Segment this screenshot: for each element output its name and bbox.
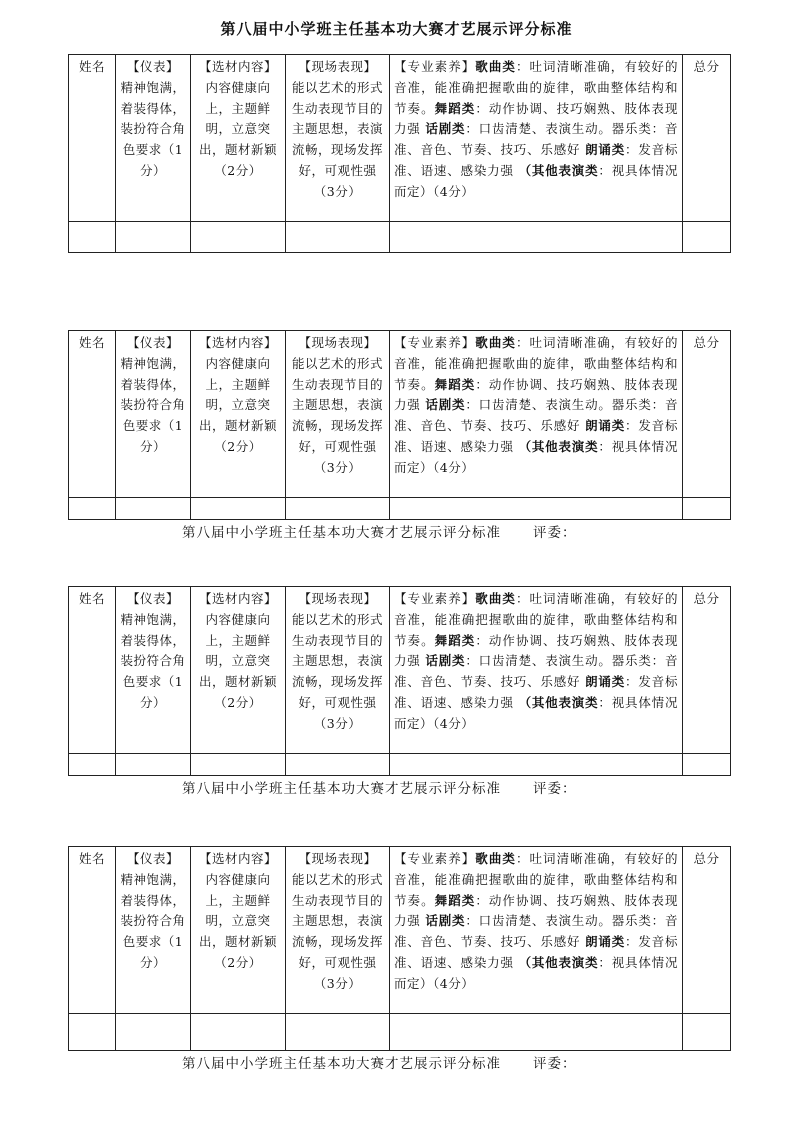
table-footer [182, 777, 577, 797]
professional-criteria [390, 331, 683, 498]
recite-text: ：发音标准、语速、感染力强 [394, 674, 678, 710]
professional-heading: 【专业素养】 [394, 335, 476, 350]
other-text: ：视具体情况而定）（4分） [394, 694, 678, 731]
appearance-score-cell[interactable] [116, 754, 191, 776]
song-label: 歌曲类 [475, 591, 516, 606]
other-text: ：视具体情况而定）（4分） [394, 438, 678, 475]
content-criteria [191, 847, 286, 1014]
recite-label: 朗诵类 [585, 674, 626, 690]
appearance-text: 精神饱满，着装得体，装扮符合角色要求（1分） [120, 79, 186, 178]
recite-text: ：发音标准、语速、感染力强 [394, 418, 678, 454]
appearance-heading: 【仪表】 [126, 851, 179, 866]
content-text: 内容健康向上，主题鲜明，立意突出，题材新颖（2分） [198, 79, 277, 178]
judge-label: 评委： [533, 1056, 577, 1072]
content-score-cell[interactable] [191, 222, 286, 253]
content-heading: 【选材内容】 [198, 591, 277, 606]
dance-label: 舞蹈类 [434, 892, 476, 908]
appearance-heading: 【仪表】 [126, 59, 179, 74]
professional-heading: 【专业素养】 [394, 591, 476, 606]
total-header: 总分 [683, 55, 731, 222]
instrument-text: 器乐类：音准、音色、节奏、技巧、乐感好 [394, 121, 678, 158]
performance-criteria [286, 847, 390, 1014]
appearance-heading: 【仪表】 [126, 335, 179, 350]
song-text: ：吐词清晰准确，有较好的音准，能准确把握歌曲的旋律，歌曲整体结构和节奏。 [394, 59, 678, 116]
other-label: （其他表演类 [518, 954, 599, 970]
performance-text: 能以艺术的形式生动表现节目的主题思想，表演流畅，现场发挥好，可观性强 （3分） [291, 871, 383, 991]
other-label: （其他表演类 [518, 162, 599, 178]
professional-score-cell[interactable] [390, 222, 683, 253]
performance-criteria [286, 331, 390, 498]
professional-score-cell[interactable] [390, 754, 683, 776]
score-table-4 [68, 846, 731, 1051]
instrument-text: 器乐类：音准、音色、节奏、技巧、乐感好 [394, 913, 678, 950]
name-header: 姓名 [69, 55, 116, 222]
content-text: 内容健康向上，主题鲜明，立意突出，题材新颖（2分） [198, 871, 277, 970]
other-label: （其他表演类 [518, 438, 599, 454]
content-score-cell[interactable] [191, 1014, 286, 1051]
drama-text: ：口齿清楚、表演生动。 [465, 121, 612, 137]
appearance-text: 精神饱满，着装得体，装扮符合角色要求（1分） [120, 611, 186, 710]
performance-score-cell[interactable] [286, 754, 390, 776]
performance-text: 能以艺术的形式生动表现节目的主题思想，表演流畅，现场发挥好，可观性强 （3分） [291, 611, 383, 731]
professional-score-cell[interactable] [390, 498, 683, 520]
criteria-row [69, 587, 731, 754]
appearance-criteria [116, 587, 191, 754]
content-score-cell[interactable] [191, 498, 286, 520]
total-header: 总分 [683, 847, 731, 1014]
performance-criteria [286, 55, 390, 222]
professional-criteria [390, 55, 683, 222]
appearance-heading: 【仪表】 [126, 591, 179, 606]
drama-label: 话剧类 [425, 913, 466, 929]
recite-text: ：发音标准、语速、感染力强 [394, 142, 678, 178]
dance-text: ：动作协调、技巧娴熟、肢体表现力强 [394, 376, 678, 413]
other-text: ：视具体情况而定）（4分） [394, 162, 678, 199]
criteria-row [69, 847, 731, 1014]
total-score-cell[interactable] [683, 498, 731, 520]
performance-score-cell[interactable] [286, 1014, 390, 1051]
drama-text: ：口齿清楚、表演生动。 [465, 653, 612, 669]
recite-label: 朗诵类 [585, 934, 626, 950]
score-table-2 [68, 330, 731, 520]
performance-heading: 【现场表现】 [298, 591, 377, 606]
performance-criteria [286, 587, 390, 754]
footer-title: 第八届中小学班主任基本功大赛才艺展示评分标准 [182, 525, 501, 541]
drama-label: 话剧类 [425, 397, 466, 413]
performance-score-cell[interactable] [286, 222, 390, 253]
song-text: ：吐词清晰准确，有较好的音准，能准确把握歌曲的旋律，歌曲整体结构和节奏。 [394, 851, 678, 908]
professional-heading: 【专业素养】 [394, 851, 476, 866]
footer-title: 第八届中小学班主任基本功大赛才艺展示评分标准 [182, 1056, 501, 1072]
performance-text: 能以艺术的形式生动表现节目的主题思想，表演流畅，现场发挥好，可观性强 （3分） [291, 355, 383, 475]
performance-heading: 【现场表现】 [298, 851, 377, 866]
total-header: 总分 [683, 587, 731, 754]
content-text: 内容健康向上，主题鲜明，立意突出，题材新颖（2分） [198, 355, 277, 454]
appearance-text: 精神饱满，着装得体，装扮符合角色要求（1分） [120, 355, 186, 454]
drama-text: ：口齿清楚、表演生动。 [465, 913, 612, 929]
appearance-score-cell[interactable] [116, 498, 191, 520]
score-entry-row [69, 1014, 731, 1051]
content-heading: 【选材内容】 [198, 851, 277, 866]
content-criteria [191, 55, 286, 222]
instrument-text: 器乐类：音准、音色、节奏、技巧、乐感好 [394, 653, 678, 690]
criteria-row [69, 331, 731, 498]
appearance-score-cell[interactable] [116, 1014, 191, 1051]
score-table-1 [68, 54, 731, 253]
appearance-criteria [116, 331, 191, 498]
content-score-cell[interactable] [191, 754, 286, 776]
score-entry-row [69, 498, 731, 520]
instrument-text: 器乐类：音准、音色、节奏、技巧、乐感好 [394, 397, 678, 434]
professional-heading: 【专业素养】 [394, 59, 476, 74]
appearance-text: 精神饱满，着装得体，装扮符合角色要求（1分） [120, 871, 186, 970]
song-text: ：吐词清晰准确，有较好的音准，能准确把握歌曲的旋律，歌曲整体结构和节奏。 [394, 335, 678, 392]
total-score-cell[interactable] [683, 1014, 731, 1051]
appearance-score-cell[interactable] [116, 222, 191, 253]
content-heading: 【选材内容】 [198, 59, 277, 74]
professional-criteria [390, 587, 683, 754]
content-heading: 【选材内容】 [198, 335, 277, 350]
recite-label: 朗诵类 [585, 418, 626, 434]
content-criteria [191, 587, 286, 754]
name-cell[interactable] [69, 498, 116, 520]
song-label: 歌曲类 [475, 59, 516, 74]
professional-criteria [390, 847, 683, 1014]
total-score-cell[interactable] [683, 222, 731, 253]
name-cell[interactable] [69, 1014, 116, 1051]
criteria-row [69, 55, 731, 222]
table-footer [182, 521, 577, 541]
song-text: ：吐词清晰准确，有较好的音准，能准确把握歌曲的旋律，歌曲整体结构和节奏。 [394, 591, 678, 648]
performance-heading: 【现场表现】 [298, 59, 377, 74]
score-table-3 [68, 586, 731, 776]
professional-score-cell[interactable] [390, 1014, 683, 1051]
judge-label: 评委： [533, 781, 577, 797]
drama-text: ：口齿清楚、表演生动。 [465, 397, 612, 413]
dance-label: 舞蹈类 [434, 632, 476, 648]
score-entry-row [69, 754, 731, 776]
drama-label: 话剧类 [425, 653, 466, 669]
dance-text: ：动作协调、技巧娴熟、肢体表现力强 [394, 100, 678, 137]
performance-heading: 【现场表现】 [298, 335, 377, 350]
name-header: 姓名 [69, 331, 116, 498]
performance-score-cell[interactable] [286, 498, 390, 520]
content-text: 内容健康向上，主题鲜明，立意突出，题材新颖（2分） [198, 611, 277, 710]
song-label: 歌曲类 [475, 335, 516, 350]
dance-text: ：动作协调、技巧娴熟、肢体表现力强 [394, 892, 678, 929]
other-text: ：视具体情况而定）（4分） [394, 954, 678, 991]
name-cell[interactable] [69, 222, 116, 253]
song-label: 歌曲类 [475, 851, 516, 866]
content-criteria [191, 331, 286, 498]
footer-title: 第八届中小学班主任基本功大赛才艺展示评分标准 [182, 781, 501, 797]
recite-text: ：发音标准、语速、感染力强 [394, 934, 678, 970]
other-label: （其他表演类 [518, 694, 599, 710]
total-header: 总分 [683, 331, 731, 498]
dance-label: 舞蹈类 [434, 100, 476, 116]
performance-text: 能以艺术的形式生动表现节目的主题思想，表演流畅，现场发挥好，可观性强 （3分） [291, 79, 383, 199]
recite-label: 朗诵类 [585, 142, 626, 158]
dance-label: 舞蹈类 [434, 376, 476, 392]
appearance-criteria [116, 847, 191, 1014]
appearance-criteria [116, 55, 191, 222]
page-title: 第八届中小学班主任基本功大赛才艺展示评分标准 [220, 20, 573, 38]
table-footer [182, 1052, 577, 1072]
name-header: 姓名 [69, 587, 116, 754]
judge-label: 评委： [533, 525, 577, 541]
name-header: 姓名 [69, 847, 116, 1014]
total-score-cell[interactable] [683, 754, 731, 776]
score-entry-row [69, 222, 731, 253]
drama-label: 话剧类 [425, 121, 466, 137]
name-cell[interactable] [69, 754, 116, 776]
dance-text: ：动作协调、技巧娴熟、肢体表现力强 [394, 632, 678, 669]
